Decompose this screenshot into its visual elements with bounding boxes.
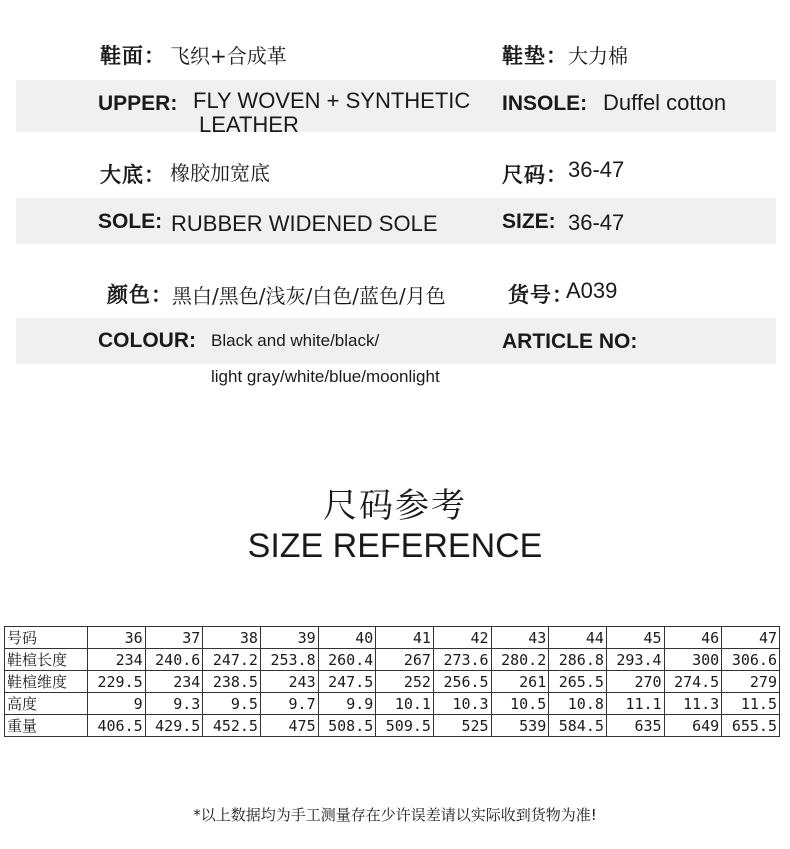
size-table-cell: 45	[606, 627, 664, 649]
size-table-cell: 306.6	[722, 649, 780, 671]
size-table-cell: 265.5	[549, 671, 607, 693]
size-table-cell: 42	[433, 627, 491, 649]
size-table-cell: 9.9	[318, 693, 376, 715]
insole-en-value: Duffel cotton	[603, 90, 727, 115]
size-table-row	[5, 693, 780, 715]
size-table-cell: 635	[606, 715, 664, 737]
size-table-cell: 655.5	[722, 715, 780, 737]
size-table-cell: 44	[549, 627, 607, 649]
size-table-cell: 649	[664, 715, 722, 737]
size-table-cell: 36	[88, 627, 146, 649]
size-table-cell: 300	[664, 649, 722, 671]
size-table-cell: 406.5	[88, 715, 146, 737]
colour-cn-value: 黑白/黑色/浅灰/白色/蓝色/月色	[172, 284, 446, 308]
size-table-cell: 37	[145, 627, 203, 649]
size-table-cell: 238.5	[203, 671, 261, 693]
size-table-cell: 539	[491, 715, 549, 737]
size-table-cell: 509.5	[376, 715, 434, 737]
size-table-cell: 9	[88, 693, 146, 715]
size-table-row-label: 号码	[5, 627, 88, 649]
upper-cn-label: 鞋面：	[100, 44, 166, 68]
colour-en-label: COLOUR:	[98, 329, 196, 352]
size-table-cell: 229.5	[88, 671, 146, 693]
size-en-value: 36-47	[568, 210, 625, 235]
size-table-cell: 247.2	[203, 649, 261, 671]
size-table-cell: 41	[376, 627, 434, 649]
size-table-cell: 247.5	[318, 671, 376, 693]
upper-en-value-line2: LEATHER	[199, 112, 299, 137]
size-table-cell: 274.5	[664, 671, 722, 693]
size-table-cell: 243	[260, 671, 318, 693]
size-table-row-label: 鞋楦维度	[5, 671, 88, 693]
size-table-cell: 256.5	[433, 671, 491, 693]
size-table-cell: 252	[376, 671, 434, 693]
size-reference-title-cn: 尺码参考	[323, 486, 467, 526]
size-table-row-label: 重量	[5, 715, 88, 737]
size-en-label: SIZE:	[502, 210, 556, 233]
size-table-cell: 279	[722, 671, 780, 693]
size-table-grid	[4, 626, 780, 737]
sole-cn-value: 橡胶加宽底	[170, 161, 270, 185]
size-table-cell: 10.3	[433, 693, 491, 715]
size-table-row	[5, 627, 780, 649]
size-table-cell: 11.3	[664, 693, 722, 715]
size-table-cell: 47	[722, 627, 780, 649]
size-table-cell: 253.8	[260, 649, 318, 671]
size-table-row	[5, 649, 780, 671]
size-table-cell: 273.6	[433, 649, 491, 671]
upper-cn-value: 飞织+合成革	[170, 44, 287, 68]
size-table-cell: 234	[88, 649, 146, 671]
article-cn-label: 货号：	[508, 283, 574, 307]
size-table-cell: 43	[491, 627, 549, 649]
size-table-cell: 429.5	[145, 715, 203, 737]
size-table-cell: 240.6	[145, 649, 203, 671]
size-table-cell: 280.2	[491, 649, 549, 671]
size-table-cell: 9.5	[203, 693, 261, 715]
size-reference-title-en: SIZE REFERENCE	[247, 527, 543, 565]
size-table-cell: 286.8	[549, 649, 607, 671]
colour-en-value-line2: light gray/white/blue/moonlight	[211, 367, 440, 386]
colour-en-value-line1: Black and white/black/	[211, 331, 380, 350]
size-table-cell: 525	[433, 715, 491, 737]
measurement-footnote: *以上数据均为手工测量存在少许误差请以实际收到货物为准!	[193, 806, 597, 824]
size-table-row	[5, 671, 780, 693]
size-table-cell: 293.4	[606, 649, 664, 671]
size-table-cell: 38	[203, 627, 261, 649]
size-table-cell: 475	[260, 715, 318, 737]
size-table-cell: 261	[491, 671, 549, 693]
sole-cn-label: 大底：	[100, 163, 166, 187]
insole-cn-value: 大力棉	[568, 44, 628, 68]
size-table-cell: 11.5	[722, 693, 780, 715]
size-table-row-label: 高度	[5, 693, 88, 715]
size-table-cell: 46	[664, 627, 722, 649]
size-cn-value: 36-47	[568, 157, 625, 182]
size-table-cell: 584.5	[549, 715, 607, 737]
sole-en-value: RUBBER WIDENED SOLE	[171, 211, 438, 236]
upper-en-value-line1: FLY WOVEN + SYNTHETIC	[193, 88, 471, 113]
size-table-cell: 260.4	[318, 649, 376, 671]
size-table-cell: 270	[606, 671, 664, 693]
size-table-cell: 452.5	[203, 715, 261, 737]
insole-cn-label: 鞋垫：	[502, 44, 568, 68]
colour-cn-label: 颜色：	[107, 283, 173, 307]
size-table-cell: 10.8	[549, 693, 607, 715]
upper-en-label: UPPER:	[98, 92, 178, 115]
size-table	[4, 626, 780, 737]
size-table-cell: 9.3	[145, 693, 203, 715]
size-table-cell: 234	[145, 671, 203, 693]
article-en-label: ARTICLE NO:	[502, 330, 638, 353]
size-table-cell: 39	[260, 627, 318, 649]
insole-en-label: INSOLE:	[502, 92, 588, 115]
size-table-cell: 267	[376, 649, 434, 671]
size-table-cell: 11.1	[606, 693, 664, 715]
size-table-row	[5, 715, 780, 737]
size-cn-label: 尺码：	[502, 163, 568, 187]
size-table-cell: 40	[318, 627, 376, 649]
size-table-cell: 10.1	[376, 693, 434, 715]
sole-en-label: SOLE:	[98, 210, 163, 233]
size-table-cell: 10.5	[491, 693, 549, 715]
size-table-cell: 9.7	[260, 693, 318, 715]
size-table-row-label: 鞋楦长度	[5, 649, 88, 671]
size-table-cell: 508.5	[318, 715, 376, 737]
article-cn-value: A039	[566, 278, 618, 303]
